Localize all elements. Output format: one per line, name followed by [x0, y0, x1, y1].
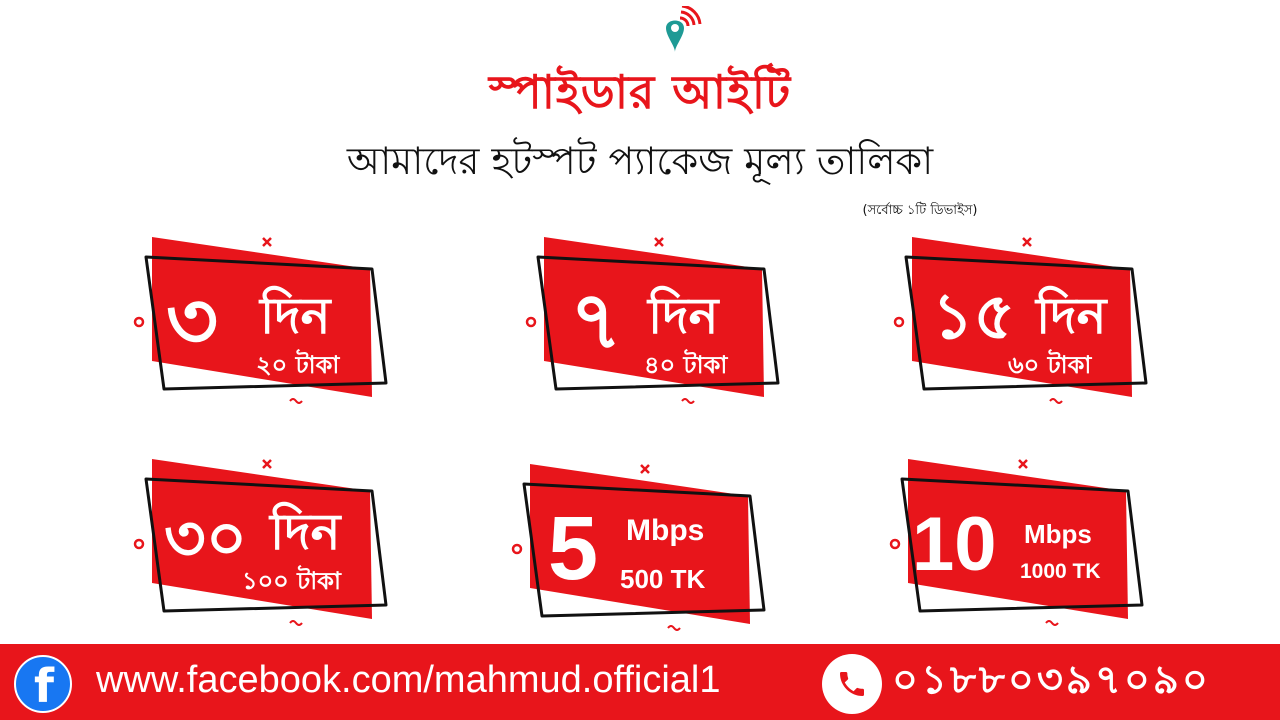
- package-unit: Mbps: [626, 514, 705, 547]
- package-card: [886, 455, 1142, 625]
- package-unit: দিন: [270, 503, 341, 561]
- package-unit: দিন: [1036, 287, 1107, 345]
- package-unit: Mbps: [1024, 519, 1092, 549]
- brand-name: স্পাইডার আইটি: [488, 65, 792, 119]
- package-duration: ১৫: [932, 280, 1016, 354]
- phone-number[interactable]: ০১৮৮০৩৯৭০৯০: [892, 657, 1211, 703]
- package-price: ৬০ টাকা: [1008, 351, 1092, 379]
- package-card: [522, 233, 778, 403]
- brand-logo: [420, 6, 860, 119]
- package-duration: ৩০: [164, 502, 248, 576]
- device-limit-note: (সর্বোচ্চ ১টি ডিভাইস): [862, 203, 978, 218]
- page-title: আমাদের হটস্পট প্যাকেজ মূল্য তালিকা: [346, 139, 934, 183]
- package-card: [130, 233, 386, 403]
- package-card: [130, 455, 386, 625]
- package-card: [890, 233, 1146, 403]
- package-price: 500 TK: [620, 564, 706, 594]
- facebook-icon[interactable]: f: [14, 655, 72, 713]
- footer-bar: [0, 644, 1280, 720]
- package-speed: 5: [548, 499, 599, 599]
- package-unit: দিন: [648, 287, 719, 345]
- phone-glyph: [836, 668, 868, 700]
- package-duration: ৭: [570, 274, 623, 367]
- phone-icon[interactable]: [822, 654, 882, 714]
- package-card: [508, 460, 764, 630]
- package-price: 1000 TK: [1020, 560, 1101, 583]
- package-price: ২০ টাকা: [256, 351, 340, 379]
- package-speed: 10: [912, 502, 997, 587]
- facebook-link[interactable]: www.facebook.com/mahmud.official1: [96, 659, 721, 701]
- package-unit: দিন: [260, 287, 331, 345]
- package-duration: ৩: [166, 274, 219, 367]
- package-price: ৪০ টাকা: [644, 351, 728, 379]
- package-price: ১০০ টাকা: [242, 567, 341, 595]
